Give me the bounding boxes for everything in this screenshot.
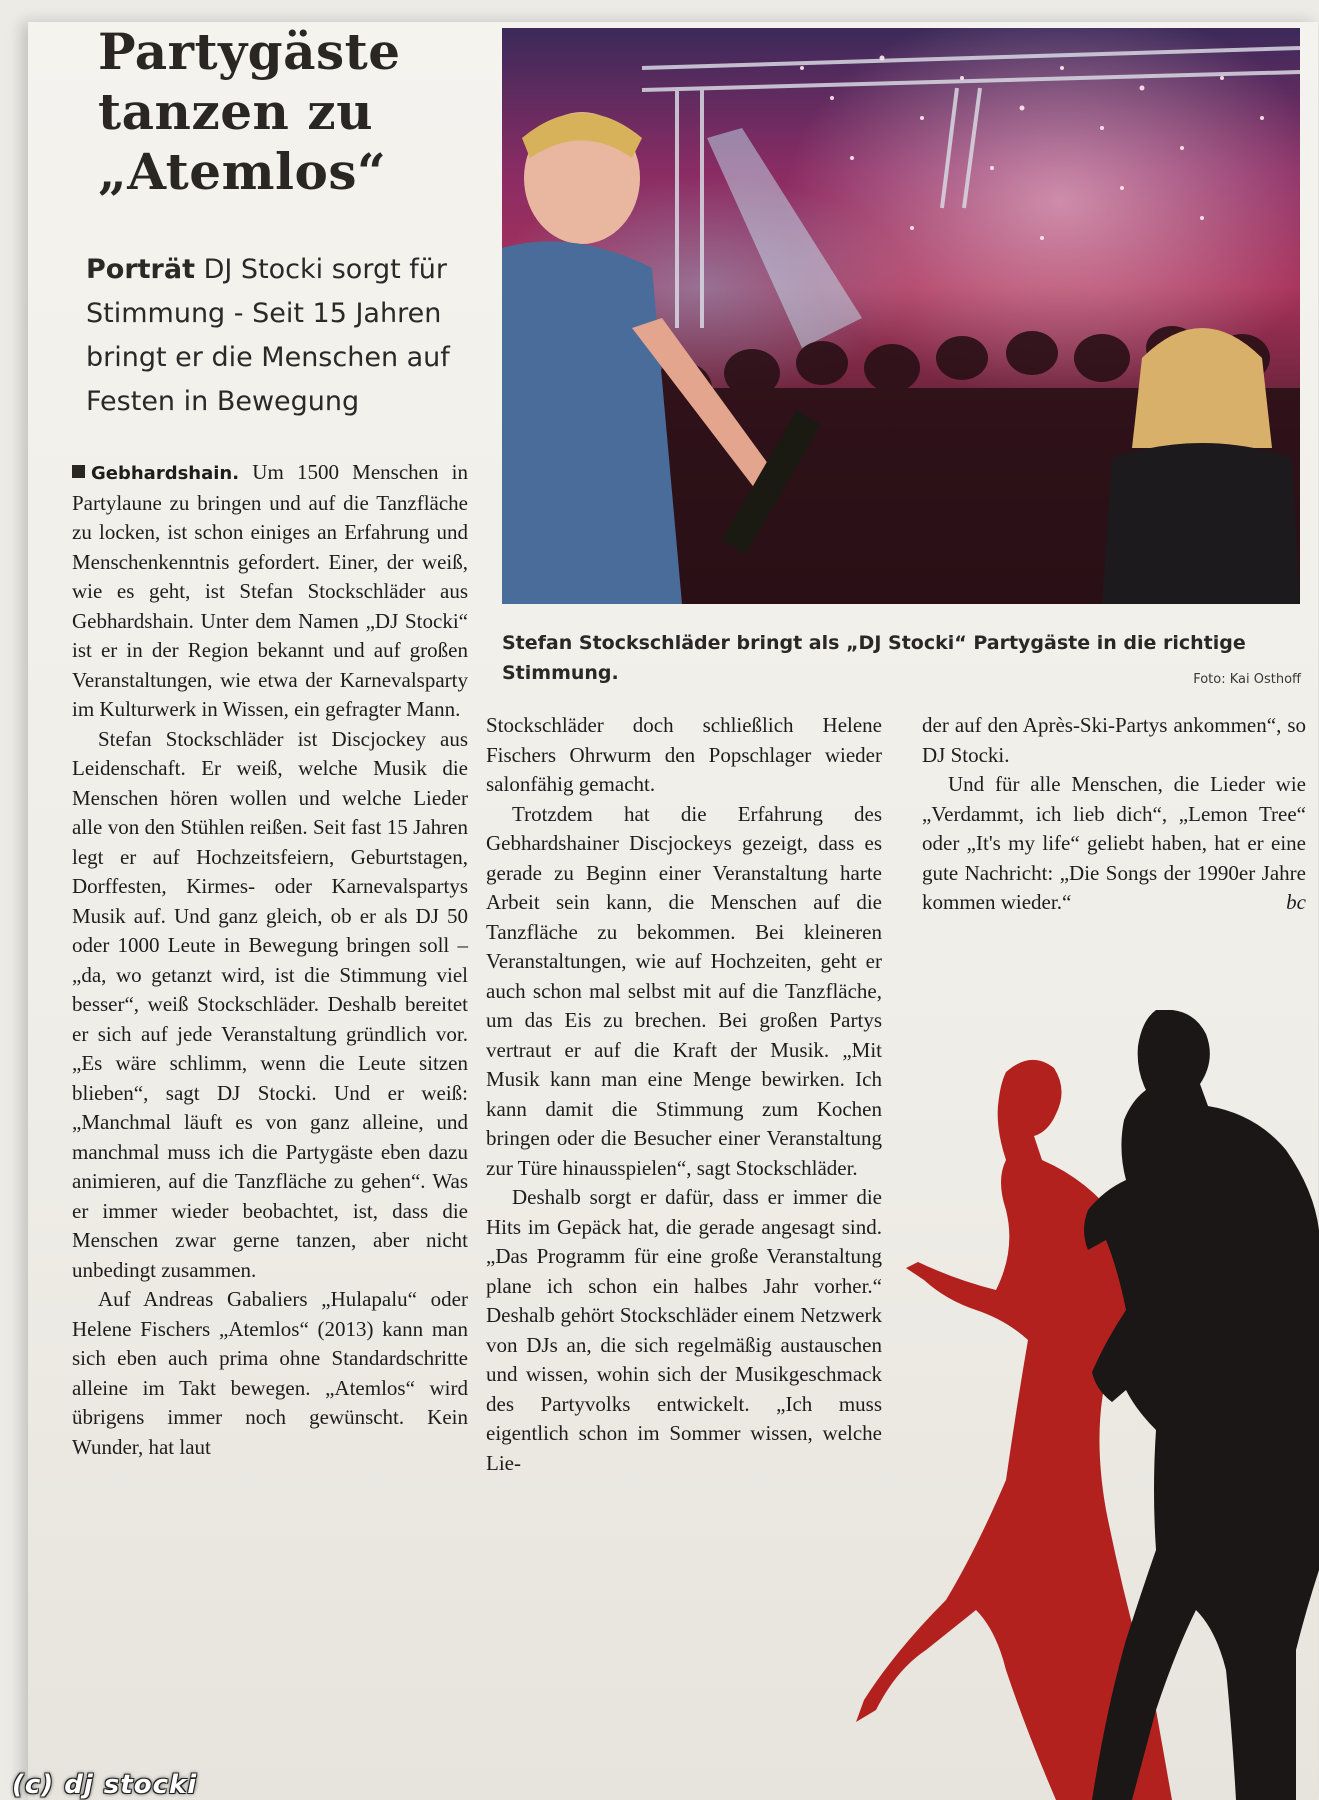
- dateline-square-icon: [72, 465, 85, 478]
- woman-figure: [1102, 328, 1300, 604]
- watermark: (c) dj stocki: [12, 1770, 198, 1800]
- photo-caption: Stefan Stockschläder bringt als „DJ Stocki“ Partygäste in die richtige Stimmung.: [502, 632, 1246, 684]
- headline-line-3: „Atemlos“: [98, 142, 387, 201]
- author-signature: bc: [1286, 890, 1306, 914]
- paragraph: der auf den Après-Ski-Partys ankommen“, so DJ Stocki.: [922, 713, 1306, 767]
- paragraph: Deshalb sorgt er dafür, dass er immer die Hits im Gepäck hat, die gerade angesagt sind. „Das Programm für eine große Veranstaltung plane ich schon ein halbes Jahr vorher.“ Deshalb gehört Stockschläder einem Netzwerk von DJs an, die sich regelmäßig austauschen und wissen, wohin sich der Musikgeschmack des Partyvolks entwickelt. „Ich muss eigentlich schon im Sommer wissen, welche Lie-: [486, 1185, 882, 1475]
- subhead-kicker: Porträt: [86, 254, 196, 285]
- black-dancer-icon: [1084, 1010, 1319, 1800]
- paragraph: Stefan Stockschläder ist Discjockey aus Leidenschaft. Er weiß, welche Musik die Menschen hören wollen und welche Lieder alle von den Stühlen reißen. Seit fast 15 Jahren legt er auf Hochzeitsfeiern, Geburtstagen, Dorffesten, Kirmes- oder Karnevalspartys Musik auf. Und ganz gleich, ob er als DJ 50 oder 1000 Leute in Bewegung bringen soll – „da, wo getanzt wird, ist die Stimmung viel besser“, weiß Stockschläder. Deshalb bereitet er sich auf jede Veranstaltung gründlich vor. „Es wäre schlimm, wenn die Leute sitzen blieben“, sagt DJ Stocki. Und er weiß: „Manchmal läuft es von ganz alleine, und manchmal muss ich die Partygäste eben dazu animieren, auf die Tanzfläche zu gehen“. Was er immer wieder beobachtet, ist, dass die Menschen zwar gerne tanzen, aber nicht unbedingt zusammen.: [72, 726, 468, 1282]
- paragraph: Auf Andreas Gabaliers „Hulapalu“ oder Helene Fischers „Atemlos“ (2013) kann man sich eben auch prima ohne Standardschritte alleine im Takt bewegen. „Atemlos“ wird übrigens immer noch gewünscht. Kein Wunder, hat laut: [72, 1287, 468, 1459]
- party-photo: [502, 28, 1300, 604]
- headline-line-2: tanzen zu: [98, 82, 374, 141]
- article-column-2: [486, 711, 882, 1478]
- paragraph: [922, 770, 1306, 918]
- paragraph: Stockschläder doch schließlich Helene Fischers Ohrwurm den Popschlager wieder salonfähig gemacht.: [486, 713, 882, 796]
- headline: [98, 22, 498, 202]
- paragraph-text: Und für alle Menschen, die Lieder wie „Verdammt, ich lieb dich“, „Lemon Tree“ oder „It's my life“ geliebt haben, hat er eine gute Nachricht: „Die Songs der 1990er Jahre kommen wieder.“: [922, 772, 1306, 914]
- headline-line-1: Partygäste: [98, 22, 401, 81]
- dateline: Gebhardshain.: [91, 463, 240, 484]
- dancing-couple-silhouette: [856, 1010, 1319, 1800]
- spotlight-beam: [707, 128, 862, 348]
- photo-credit: Foto: Kai Osthoff: [1193, 672, 1301, 687]
- article-column-3: [922, 711, 1306, 918]
- article-column-1: [72, 458, 468, 1462]
- party-photo-illustration: [502, 28, 1300, 604]
- paragraph-text: Um 1500 Menschen in Partylaune zu bringen und auf die Tanzfläche zu locken, ist schon einiges an Erfahrung und Menschenkenntnis gefordert. Einer, der weiß, wie es geht, ist Stefan Stockschläder aus Gebhardshain. Unter dem Namen „DJ Stocki“ ist er in der Region bekannt und auf großen Veranstaltungen, wie etwa der Karnevalsparty im Kulturwerk in Wissen, ein gefragter Mann.: [72, 460, 468, 721]
- paragraph: Trotzdem hat die Erfahrung des Gebhardshainer Discjockeys gezeigt, dass es gerade zu Beginn einer Veranstaltung harte Arbeit sein kann, die Menschen auf die Tanzfläche zu bekommen. Bei kleineren Veranstaltungen, wie auf Hochzeiten, geht er auch schon mal selbst mit auf die Tanzfläche, um das Eis zu brechen. Bei großen Partys vertraut er auf die Kraft der Musik. „Mit Musik kann man eine Menge bewirken. Ich kann damit die Stimmung zum Kochen bringen oder die Besucher einer Veranstaltung zur Türe hinausspielen“, sagt Stockschläder.: [486, 801, 882, 1180]
- paragraph: [72, 458, 468, 725]
- subhead-text: DJ Stocki sorgt für Stimmung - Seit 15 Jahren bringt er die Menschen auf Festen in Bewegung: [86, 254, 450, 417]
- subheadline: [86, 248, 496, 424]
